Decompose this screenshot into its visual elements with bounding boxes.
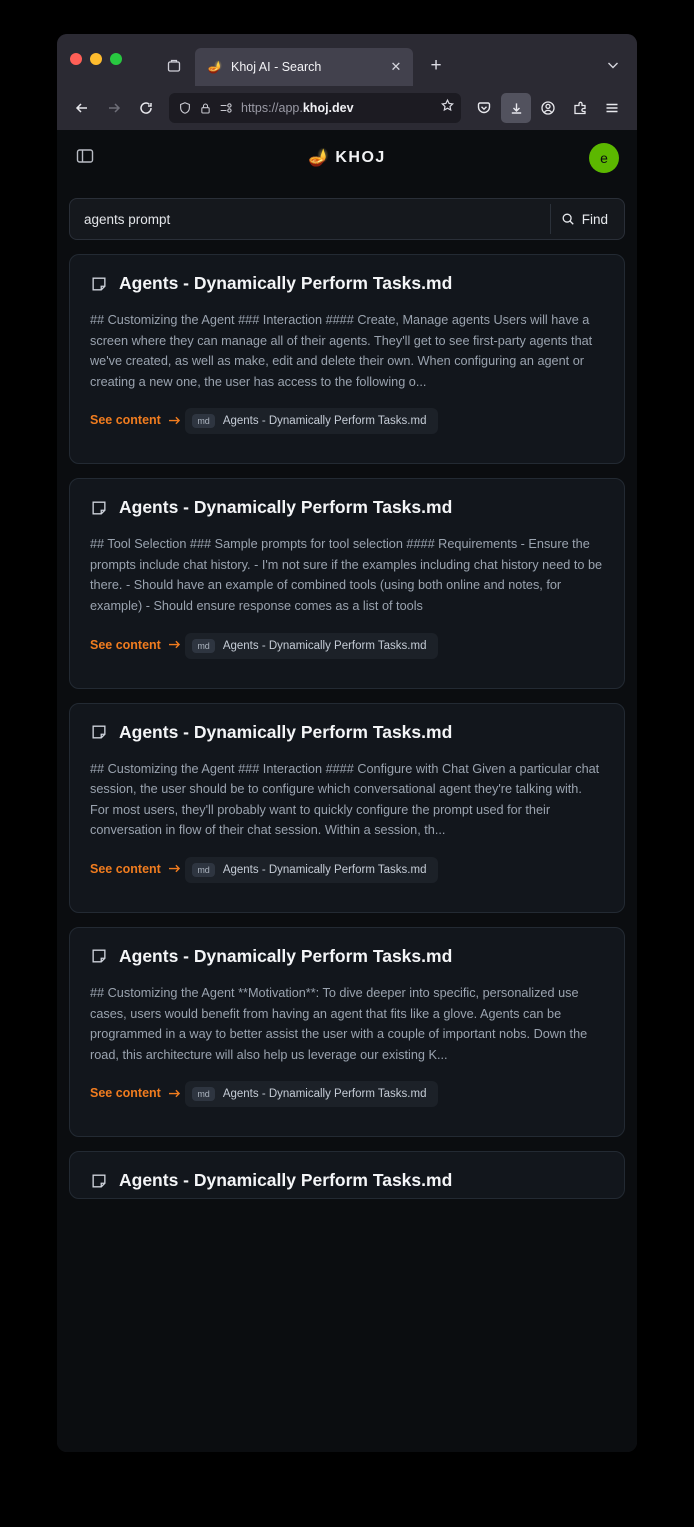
see-content-label: See content bbox=[90, 1086, 161, 1101]
see-content-label: See content bbox=[90, 861, 161, 876]
forward-button-icon[interactable] bbox=[99, 93, 129, 123]
toggle-sidebar-icon[interactable] bbox=[75, 146, 95, 171]
result-header bbox=[90, 497, 604, 518]
source-chip[interactable] bbox=[185, 1081, 438, 1107]
result-header bbox=[90, 946, 604, 967]
search-bar[interactable] bbox=[69, 198, 625, 240]
chip-label: Agents - Dynamically Perform Tasks.md bbox=[222, 639, 427, 652]
account-icon[interactable] bbox=[533, 93, 563, 123]
result-card[interactable] bbox=[69, 254, 625, 464]
search-input[interactable]: agents prompt bbox=[84, 211, 171, 227]
url-status-icons bbox=[178, 101, 234, 115]
page-viewport bbox=[57, 130, 637, 1452]
chip-label: Agents - Dynamically Perform Tasks.md bbox=[222, 863, 427, 876]
see-content-label: See content bbox=[90, 413, 161, 428]
chip-label: Agents - Dynamically Perform Tasks.md bbox=[222, 415, 427, 428]
chip-label: Agents - Dynamically Perform Tasks.md bbox=[222, 1088, 427, 1101]
source-chip[interactable] bbox=[185, 633, 438, 659]
result-card[interactable] bbox=[69, 927, 625, 1137]
chip-filetype-badge: md bbox=[192, 1087, 215, 1101]
result-header bbox=[90, 273, 604, 294]
chip-filetype-badge: md bbox=[192, 863, 215, 877]
khoj-lamp-icon: 🪔 bbox=[308, 148, 330, 167]
lock-icon bbox=[199, 102, 212, 115]
brand bbox=[57, 148, 637, 168]
tab-title: Khoj AI - Search bbox=[231, 60, 322, 74]
page-content bbox=[57, 198, 637, 1404]
close-tab-icon[interactable]: ✕ bbox=[390, 59, 402, 74]
browser-titlebar bbox=[57, 34, 637, 86]
url-bar[interactable] bbox=[169, 93, 461, 123]
see-content-link[interactable] bbox=[90, 638, 181, 652]
arrow-right-icon bbox=[168, 863, 181, 874]
tab-list-icon[interactable] bbox=[159, 51, 189, 81]
khoj-favicon-icon: 🪔 bbox=[207, 60, 223, 74]
minimize-window-button[interactable] bbox=[90, 53, 102, 65]
see-content-link[interactable] bbox=[90, 1086, 181, 1100]
search-results-list bbox=[69, 254, 625, 1404]
pocket-icon[interactable] bbox=[469, 93, 499, 123]
app-menu-icon[interactable] bbox=[597, 93, 627, 123]
find-button[interactable] bbox=[550, 204, 620, 234]
reload-button-icon[interactable] bbox=[131, 93, 161, 123]
note-file-icon bbox=[90, 723, 108, 741]
result-title: Agents - Dynamically Perform Tasks.md bbox=[119, 721, 453, 742]
browser-window bbox=[57, 34, 637, 1452]
find-button-label: Find bbox=[581, 211, 608, 227]
shield-icon bbox=[178, 101, 192, 115]
result-title: Agents - Dynamically Perform Tasks.md bbox=[119, 497, 453, 518]
source-chip[interactable] bbox=[185, 857, 438, 883]
source-chip[interactable] bbox=[185, 408, 438, 434]
browser-tab[interactable] bbox=[195, 48, 413, 86]
list-all-tabs-icon[interactable] bbox=[599, 52, 627, 78]
browser-navbar bbox=[57, 86, 637, 130]
permissions-icon bbox=[219, 101, 234, 115]
note-file-icon bbox=[90, 275, 108, 293]
maximize-window-button[interactable] bbox=[110, 53, 122, 65]
app-header bbox=[57, 130, 637, 186]
see-content-link[interactable] bbox=[90, 862, 181, 876]
result-title: Agents - Dynamically Perform Tasks.md bbox=[119, 1170, 453, 1191]
see-content-link[interactable] bbox=[90, 413, 181, 427]
new-tab-button[interactable]: + bbox=[430, 55, 442, 76]
note-file-icon bbox=[90, 499, 108, 517]
brand-name: KHOJ bbox=[335, 149, 386, 166]
result-header bbox=[90, 1170, 604, 1191]
result-card[interactable] bbox=[69, 478, 625, 688]
window-controls bbox=[70, 53, 122, 65]
result-card[interactable] bbox=[69, 703, 625, 913]
close-window-button[interactable] bbox=[70, 53, 82, 65]
back-button-icon[interactable] bbox=[67, 93, 97, 123]
see-content-label: See content bbox=[90, 637, 161, 652]
url-text: https://app.khoj.dev bbox=[241, 101, 354, 115]
extensions-icon[interactable] bbox=[565, 93, 595, 123]
arrow-right-icon bbox=[168, 639, 181, 650]
chip-filetype-badge: md bbox=[192, 639, 215, 653]
downloads-icon[interactable] bbox=[501, 93, 531, 123]
result-snippet: ## Customizing the Agent **Motivation**: To dive deeper into specific, personalized use cases, users would benefit from having an agent that fits like a glove. Agents can be programmed in a way to better assist the user with a couple of important nobs. Down the road, this architecture will also help us leverage our existing K... bbox=[90, 985, 588, 1062]
arrow-right-icon bbox=[168, 1088, 181, 1099]
result-title: Agents - Dynamically Perform Tasks.md bbox=[119, 945, 453, 966]
bookmark-star-icon[interactable] bbox=[440, 98, 455, 118]
result-snippet: ## Customizing the Agent ### Interaction #### Configure with Chat Given a particular chat session, the user should be to configure which conversational agent they're talking with. For most users, they'll probably want to quickly configure the prompt used for their conversation in flow of their chat session. Within a session, th... bbox=[90, 761, 600, 838]
chip-filetype-badge: md bbox=[192, 414, 215, 428]
avatar[interactable]: e bbox=[589, 143, 619, 173]
result-card[interactable] bbox=[69, 1151, 625, 1199]
note-file-icon bbox=[90, 947, 108, 965]
result-snippet: ## Tool Selection ### Sample prompts for tool selection #### Requirements - Ensure the prompts include chat history. - I'm not sure if the examples including chat history need to be there. - Should have an example of combined tools (using both online and notes, for example) - Should ensure response comes as a list of tools bbox=[90, 537, 603, 614]
arrow-right-icon bbox=[168, 415, 181, 426]
result-snippet: ## Customizing the Agent ### Interaction #### Create, Manage agents Users will have a screen where they can manage all of their agents. They'll get to see first-party agents that we've created, as well as make, edit and delete their own. When configuring an agent or creating a new one, the user has access to the following o... bbox=[90, 313, 593, 389]
result-header bbox=[90, 722, 604, 743]
tab-strip bbox=[69, 34, 627, 86]
search-icon bbox=[561, 212, 575, 226]
result-title: Agents - Dynamically Perform Tasks.md bbox=[119, 273, 453, 293]
note-file-icon bbox=[90, 1172, 108, 1190]
